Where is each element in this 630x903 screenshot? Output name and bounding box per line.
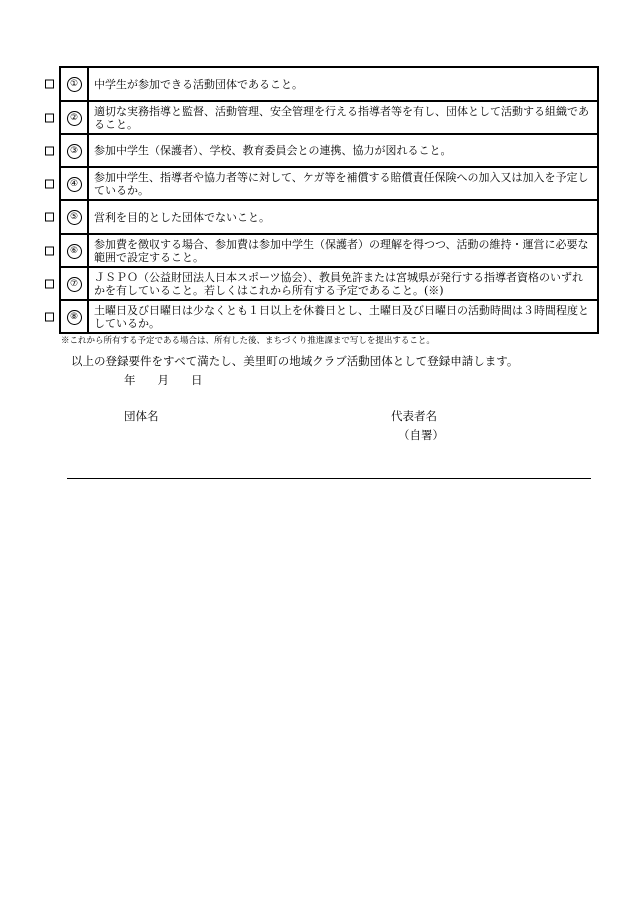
representative-name-label: 代表者名 bbox=[391, 409, 437, 423]
requirement-checkbox-7[interactable] bbox=[45, 279, 54, 288]
requirement-text-5: 営利を目的とした団体でないこと。 bbox=[88, 200, 598, 234]
requirement-checkbox-8[interactable] bbox=[45, 312, 54, 321]
signature-line[interactable] bbox=[67, 478, 591, 479]
requirement-number-4: ④ bbox=[67, 177, 82, 192]
requirement-checkbox-2[interactable] bbox=[45, 113, 54, 122]
requirement-row-1 bbox=[59, 67, 598, 101]
requirement-number-8: ⑧ bbox=[67, 310, 82, 325]
requirement-text-3: 参加中学生（保護者）、学校、教育委員会との連携、協力が図れること。 bbox=[88, 134, 598, 167]
requirement-checkbox-6[interactable] bbox=[45, 246, 54, 255]
footnote: ※これから所有する予定である場合は、所有した後、まちづくり推進課まで写しを提出すること。 bbox=[61, 336, 435, 346]
date-year-label: 年 bbox=[124, 373, 136, 387]
requirement-row-8 bbox=[59, 300, 598, 333]
requirement-text-8: 土曜日及び日曜日は少なくとも１日以上を休養日とし、土曜日及び日曜日の活動時間は３時間程度としているか。 bbox=[88, 300, 598, 333]
requirement-row-3 bbox=[59, 134, 598, 167]
requirement-row-2 bbox=[59, 101, 598, 134]
requirement-text-4: 参加中学生、指導者や協力者等に対して、ケガ等を補償する賠償責任保険への加入又は加入を予定しているか。 bbox=[88, 167, 598, 200]
requirement-row-7 bbox=[59, 267, 598, 300]
requirement-row-4 bbox=[59, 167, 598, 200]
requirement-text-2: 適切な実務指導と監督、活動管理、安全管理を行える指導者等を有し、団体として活動する組織であること。 bbox=[88, 101, 598, 134]
requirement-number-3: ③ bbox=[67, 144, 82, 159]
requirements-table bbox=[59, 66, 599, 334]
requirement-number-6: ⑥ bbox=[67, 244, 82, 259]
requirement-text-6: 参加費を徴収する場合、参加費は参加中学生（保護者）の理解を得つつ、活動の維持・運営に必要な範囲で設定すること。 bbox=[88, 234, 598, 267]
requirement-text-1: 中学生が参加できる活動団体であること。 bbox=[88, 67, 598, 101]
date-day-label: 日 bbox=[191, 373, 203, 387]
requirement-number-1: ① bbox=[67, 77, 82, 92]
requirement-text-7: ＪＳＰＯ（公益財団法人日本スポーツ協会）、教員免許または宮城県が発行する指導者資格のいずれかを有していること。若しくはこれから所有する予定であること。(※) bbox=[88, 267, 598, 300]
requirement-row-6 bbox=[59, 234, 598, 267]
date-line bbox=[124, 373, 203, 387]
requirement-row-5 bbox=[59, 200, 598, 234]
signature-label: （自署） bbox=[398, 428, 444, 442]
requirement-number-2: ② bbox=[67, 111, 82, 126]
date-month-label: 月 bbox=[157, 373, 169, 387]
requirement-number-5: ⑤ bbox=[67, 210, 82, 225]
organization-name-label: 団体名 bbox=[124, 409, 159, 423]
requirement-checkbox-5[interactable] bbox=[45, 213, 54, 222]
requirement-checkbox-4[interactable] bbox=[45, 179, 54, 188]
requirement-checkbox-1[interactable] bbox=[45, 80, 54, 89]
requirement-number-7: ⑦ bbox=[67, 277, 82, 292]
requirement-checkbox-3[interactable] bbox=[45, 146, 54, 155]
declaration-text: 以上の登録要件をすべて満たし、美里町の地域クラブ活動団体として登録申請します。 bbox=[71, 354, 519, 368]
